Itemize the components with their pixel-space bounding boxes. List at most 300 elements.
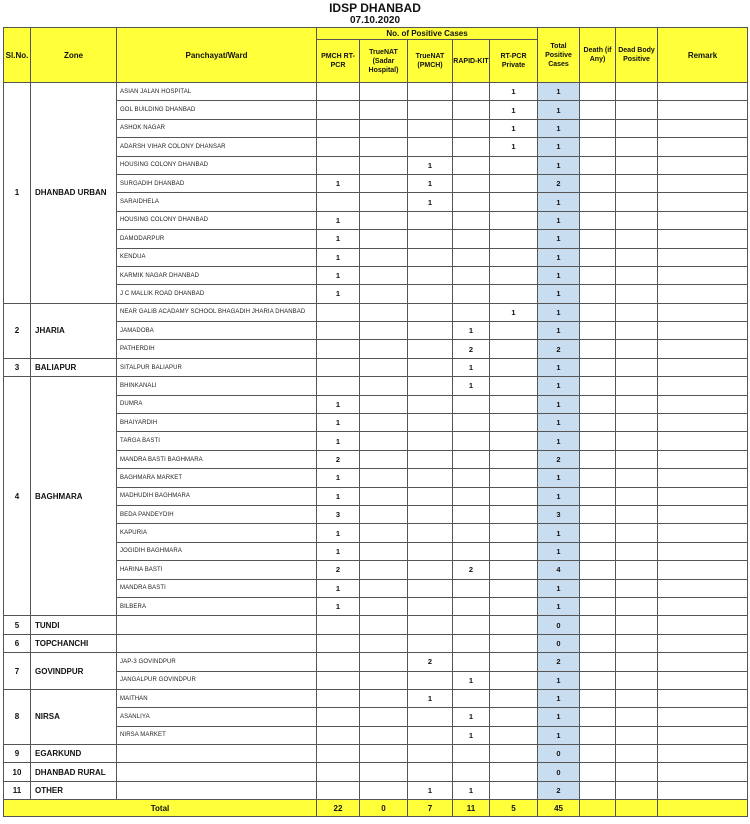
death-cell	[580, 726, 616, 744]
rapid-kit-cell	[453, 138, 490, 156]
rapid-kit-cell	[453, 101, 490, 119]
panchayat-ward-cell: BILBERA	[117, 597, 317, 615]
death-cell	[580, 211, 616, 229]
total-positive-cell: 2	[538, 653, 580, 671]
panchayat-ward-cell: JAP-3 GOVINDPUR	[117, 653, 317, 671]
pmch-rtpcr-cell	[317, 653, 360, 671]
header-positive-cases-group: No. of Positive Cases	[317, 28, 538, 40]
pmch-rtpcr-cell: 1	[317, 230, 360, 248]
dead-body-cell	[616, 616, 658, 634]
truenat-pmch-cell	[408, 138, 453, 156]
death-cell	[580, 745, 616, 763]
panchayat-ward-cell: HARINA BASTI	[117, 561, 317, 579]
rapid-kit-cell	[453, 414, 490, 432]
total-positive-cell: 1	[538, 285, 580, 303]
rapid-kit-cell	[453, 119, 490, 137]
panchayat-ward-cell: KAPURIA	[117, 524, 317, 542]
pmch-rtpcr-cell: 1	[317, 542, 360, 560]
header-dead-body: Dead Body Positive	[616, 28, 658, 83]
truenat-sadar-cell	[360, 138, 408, 156]
rapid-kit-cell: 1	[453, 358, 490, 376]
truenat-sadar-cell	[360, 653, 408, 671]
total-positive-cell: 1	[538, 83, 580, 101]
pmch-rtpcr-cell: 1	[317, 579, 360, 597]
pmch-rtpcr-cell	[317, 671, 360, 689]
truenat-pmch-cell	[408, 469, 453, 487]
dead-body-cell	[616, 138, 658, 156]
dead-body-cell	[616, 83, 658, 101]
header-zone: Zone	[31, 28, 117, 83]
total-positive-cell: 1	[538, 524, 580, 542]
panchayat-ward-cell	[117, 616, 317, 634]
rapid-kit-cell	[453, 763, 490, 781]
panchayat-ward-cell: NIRSA MARKET	[117, 726, 317, 744]
table-row	[4, 83, 748, 101]
rtpcr-private-cell	[490, 745, 538, 763]
truenat-sadar-cell	[360, 745, 408, 763]
death-cell	[580, 340, 616, 358]
dead-body-cell	[616, 322, 658, 340]
pmch-rtpcr-cell: 1	[317, 414, 360, 432]
total-positive-cell: 1	[538, 248, 580, 266]
table-row	[4, 358, 748, 376]
rtpcr-private-cell	[490, 505, 538, 523]
zone-name: EGARKUND	[31, 745, 117, 763]
dead-body-cell	[616, 303, 658, 321]
rtpcr-private-cell: 1	[490, 303, 538, 321]
rapid-kit-cell	[453, 487, 490, 505]
truenat-pmch-cell	[408, 83, 453, 101]
remark-cell	[658, 138, 748, 156]
rtpcr-private-cell	[490, 542, 538, 560]
total-positive-cell: 1	[538, 358, 580, 376]
panchayat-ward-cell: ADARSH VIHAR COLONY DHANSAR	[117, 138, 317, 156]
panchayat-ward-cell: HOUSING COLONY DHANBAD	[117, 211, 317, 229]
total-positive-cell: 1	[538, 708, 580, 726]
death-cell	[580, 377, 616, 395]
truenat-pmch-cell	[408, 708, 453, 726]
remark-cell	[658, 671, 748, 689]
pmch-rtpcr-cell	[317, 358, 360, 376]
total-positive: 45	[538, 800, 580, 817]
pmch-rtpcr-cell: 1	[317, 469, 360, 487]
panchayat-ward-cell: TARGA BASTI	[117, 432, 317, 450]
rtpcr-private-cell	[490, 230, 538, 248]
truenat-pmch-cell	[408, 230, 453, 248]
death-cell	[580, 469, 616, 487]
pmch-rtpcr-cell	[317, 616, 360, 634]
dead-body-cell	[616, 487, 658, 505]
dead-body-cell	[616, 230, 658, 248]
truenat-pmch-cell	[408, 542, 453, 560]
pmch-rtpcr-cell: 1	[317, 174, 360, 192]
dead-body-cell	[616, 708, 658, 726]
positive-cases-table	[3, 27, 748, 817]
truenat-pmch-cell	[408, 561, 453, 579]
table-row	[4, 763, 748, 781]
panchayat-ward-cell: ASHOK NAGAR	[117, 119, 317, 137]
truenat-sadar-cell	[360, 616, 408, 634]
death-cell	[580, 193, 616, 211]
dead-body-cell	[616, 174, 658, 192]
truenat-pmch-cell	[408, 432, 453, 450]
rtpcr-private-cell: 1	[490, 138, 538, 156]
panchayat-ward-cell: KARMIK NAGAR DHANBAD	[117, 266, 317, 284]
total-positive-cell: 1	[538, 119, 580, 137]
death-cell	[580, 616, 616, 634]
panchayat-ward-cell: DAMODARPUR	[117, 230, 317, 248]
truenat-sadar-cell	[360, 266, 408, 284]
remark-cell	[658, 303, 748, 321]
death-cell	[580, 653, 616, 671]
panchayat-ward-cell: J C MALLIK ROAD DHANBAD	[117, 285, 317, 303]
death-cell	[580, 156, 616, 174]
rtpcr-private-cell: 1	[490, 101, 538, 119]
truenat-pmch-cell	[408, 745, 453, 763]
truenat-sadar-cell	[360, 174, 408, 192]
truenat-sadar-cell	[360, 671, 408, 689]
rapid-kit-cell	[453, 230, 490, 248]
zone-sl-no: 9	[4, 745, 31, 763]
death-cell	[580, 138, 616, 156]
total-positive-cell: 0	[538, 763, 580, 781]
death-cell	[580, 634, 616, 652]
table-row	[4, 653, 748, 671]
dead-body-cell	[616, 597, 658, 615]
dead-body-cell	[616, 285, 658, 303]
pmch-rtpcr-cell	[317, 119, 360, 137]
pmch-rtpcr-cell	[317, 745, 360, 763]
death-cell	[580, 266, 616, 284]
total-positive-cell: 0	[538, 634, 580, 652]
total-positive-cell: 0	[538, 745, 580, 763]
death-cell	[580, 119, 616, 137]
zone-name: OTHER	[31, 781, 117, 799]
rapid-kit-cell	[453, 156, 490, 174]
truenat-pmch-cell	[408, 358, 453, 376]
report-title: IDSP DHANBAD	[329, 1, 421, 15]
death-cell	[580, 322, 616, 340]
rapid-kit-cell	[453, 542, 490, 560]
death-cell	[580, 432, 616, 450]
pmch-rtpcr-cell	[317, 763, 360, 781]
truenat-sadar-cell	[360, 561, 408, 579]
truenat-sadar-cell	[360, 101, 408, 119]
truenat-pmch-cell	[408, 579, 453, 597]
remark-cell	[658, 579, 748, 597]
dead-body-cell	[616, 745, 658, 763]
panchayat-ward-cell: ASANLIYA	[117, 708, 317, 726]
rapid-kit-cell	[453, 303, 490, 321]
rapid-kit-cell	[453, 83, 490, 101]
header-sl-no: Sl.No.	[4, 28, 31, 83]
truenat-pmch-cell	[408, 616, 453, 634]
truenat-pmch-cell	[408, 763, 453, 781]
pmch-rtpcr-cell: 1	[317, 211, 360, 229]
truenat-sadar-cell	[360, 524, 408, 542]
rapid-kit-cell	[453, 450, 490, 468]
dead-body-cell	[616, 266, 658, 284]
pmch-rtpcr-cell	[317, 726, 360, 744]
rtpcr-private-cell	[490, 469, 538, 487]
total-positive-cell: 1	[538, 377, 580, 395]
remark-cell	[658, 248, 748, 266]
zone-sl-no: 5	[4, 616, 31, 634]
total-positive-cell: 1	[538, 156, 580, 174]
death-cell	[580, 414, 616, 432]
rtpcr-private-cell: 1	[490, 83, 538, 101]
remark-cell	[658, 524, 748, 542]
death-cell	[580, 542, 616, 560]
rapid-kit-cell	[453, 193, 490, 211]
dead-body-cell	[616, 395, 658, 413]
rapid-kit-cell	[453, 689, 490, 707]
remark-cell	[658, 101, 748, 119]
rapid-kit-cell: 2	[453, 340, 490, 358]
total-positive-cell: 1	[538, 266, 580, 284]
remark-cell	[658, 432, 748, 450]
remark-cell	[658, 395, 748, 413]
panchayat-ward-cell	[117, 763, 317, 781]
truenat-pmch-cell	[408, 101, 453, 119]
rapid-kit-cell: 1	[453, 781, 490, 799]
dead-body-cell	[616, 726, 658, 744]
death-cell	[580, 561, 616, 579]
header-death: Death (if Any)	[580, 28, 616, 83]
truenat-pmch-cell	[408, 414, 453, 432]
pmch-rtpcr-cell	[317, 377, 360, 395]
truenat-pmch-cell	[408, 340, 453, 358]
total-positive-cell: 2	[538, 781, 580, 799]
panchayat-ward-cell: KENDUA	[117, 248, 317, 266]
dead-body-cell	[616, 579, 658, 597]
table-row	[4, 745, 748, 763]
zone-name: GOVINDPUR	[31, 653, 117, 690]
rtpcr-private-cell	[490, 653, 538, 671]
header-rtpcr-private: RT-PCR Private	[490, 40, 538, 83]
pmch-rtpcr-cell: 1	[317, 395, 360, 413]
zone-sl-no: 8	[4, 689, 31, 744]
truenat-sadar-cell	[360, 395, 408, 413]
total-positive-cell: 1	[538, 726, 580, 744]
rapid-kit-cell	[453, 432, 490, 450]
truenat-pmch-cell	[408, 450, 453, 468]
remark-cell	[658, 505, 748, 523]
total-positive-cell: 1	[538, 487, 580, 505]
rtpcr-private-cell	[490, 597, 538, 615]
truenat-pmch-cell: 1	[408, 689, 453, 707]
remark-cell	[658, 781, 748, 799]
rapid-kit-cell: 1	[453, 671, 490, 689]
death-cell	[580, 487, 616, 505]
truenat-sadar-cell	[360, 450, 408, 468]
remark-cell	[658, 487, 748, 505]
rtpcr-private-cell	[490, 340, 538, 358]
truenat-pmch-cell	[408, 377, 453, 395]
total-positive-cell: 1	[538, 211, 580, 229]
pmch-rtpcr-cell	[317, 340, 360, 358]
dead-body-cell	[616, 450, 658, 468]
death-cell	[580, 524, 616, 542]
table-row	[4, 781, 748, 799]
truenat-sadar-cell	[360, 689, 408, 707]
pmch-rtpcr-cell	[317, 193, 360, 211]
pmch-rtpcr-cell: 3	[317, 505, 360, 523]
truenat-sadar-cell	[360, 322, 408, 340]
truenat-pmch-cell: 1	[408, 156, 453, 174]
truenat-pmch-cell	[408, 322, 453, 340]
rtpcr-private-cell	[490, 671, 538, 689]
total-rapid-kit: 11	[453, 800, 490, 817]
panchayat-ward-cell: NEAR GALIB ACADAMY SCHOOL BHAGADIH JHARIA DHANBAD	[117, 303, 317, 321]
total-positive-cell: 2	[538, 174, 580, 192]
zone-sl-no: 11	[4, 781, 31, 799]
dead-body-cell	[616, 377, 658, 395]
pmch-rtpcr-cell: 1	[317, 597, 360, 615]
rtpcr-private-cell	[490, 248, 538, 266]
dead-body-cell	[616, 689, 658, 707]
panchayat-ward-cell	[117, 745, 317, 763]
panchayat-ward-cell: JOGIDIH BAGHMARA	[117, 542, 317, 560]
rapid-kit-cell	[453, 524, 490, 542]
truenat-pmch-cell	[408, 505, 453, 523]
total-dead-body	[616, 800, 658, 817]
rapid-kit-cell	[453, 745, 490, 763]
truenat-sadar-cell	[360, 230, 408, 248]
remark-cell	[658, 119, 748, 137]
rtpcr-private-cell	[490, 156, 538, 174]
truenat-sadar-cell	[360, 781, 408, 799]
truenat-pmch-cell: 1	[408, 193, 453, 211]
panchayat-ward-cell: HOUSING COLONY DHANBAD	[117, 156, 317, 174]
table-header	[4, 28, 748, 83]
remark-cell	[658, 414, 748, 432]
zone-name: TUNDI	[31, 616, 117, 634]
table-row	[4, 377, 748, 395]
panchayat-ward-cell: JAMADOBA	[117, 322, 317, 340]
total-positive-cell: 1	[538, 579, 580, 597]
zone-sl-no: 4	[4, 377, 31, 616]
truenat-sadar-cell	[360, 763, 408, 781]
truenat-sadar-cell	[360, 340, 408, 358]
zone-name: BAGHMARA	[31, 377, 117, 616]
zone-sl-no: 10	[4, 763, 31, 781]
truenat-sadar-cell	[360, 708, 408, 726]
total-positive-cell: 1	[538, 395, 580, 413]
truenat-sadar-cell	[360, 285, 408, 303]
dead-body-cell	[616, 524, 658, 542]
rtpcr-private-cell: 1	[490, 119, 538, 137]
truenat-pmch-cell	[408, 634, 453, 652]
total-positive-cell: 1	[538, 597, 580, 615]
truenat-sadar-cell	[360, 414, 408, 432]
remark-cell	[658, 358, 748, 376]
header-pmch-rtpcr: PMCH RT-PCR	[317, 40, 360, 83]
panchayat-ward-cell: BAGHMARA MARKET	[117, 469, 317, 487]
total-remark	[658, 800, 748, 817]
remark-cell	[658, 597, 748, 615]
pmch-rtpcr-cell: 1	[317, 266, 360, 284]
header-truenat-sadar: TrueNAT (Sadar Hospital)	[360, 40, 408, 83]
header-truenat-pmch: TrueNAT (PMCH)	[408, 40, 453, 83]
truenat-sadar-cell	[360, 358, 408, 376]
rapid-kit-cell	[453, 505, 490, 523]
pmch-rtpcr-cell	[317, 634, 360, 652]
rapid-kit-cell: 1	[453, 322, 490, 340]
panchayat-ward-cell: MANDRA BASTI	[117, 579, 317, 597]
truenat-pmch-cell	[408, 285, 453, 303]
dead-body-cell	[616, 156, 658, 174]
rtpcr-private-cell	[490, 781, 538, 799]
pmch-rtpcr-cell	[317, 708, 360, 726]
pmch-rtpcr-cell: 1	[317, 248, 360, 266]
panchayat-ward-cell: MANDRA BASTI BAGHMARA	[117, 450, 317, 468]
rapid-kit-cell	[453, 597, 490, 615]
total-positive-cell: 1	[538, 671, 580, 689]
total-positive-cell: 2	[538, 340, 580, 358]
remark-cell	[658, 708, 748, 726]
remark-cell	[658, 763, 748, 781]
dead-body-cell	[616, 781, 658, 799]
dead-body-cell	[616, 119, 658, 137]
zone-name: DHANBAD URBAN	[31, 83, 117, 304]
death-cell	[580, 579, 616, 597]
rtpcr-private-cell	[490, 450, 538, 468]
pmch-rtpcr-cell	[317, 303, 360, 321]
rtpcr-private-cell	[490, 285, 538, 303]
totals-label: Total	[4, 800, 317, 817]
dead-body-cell	[616, 469, 658, 487]
pmch-rtpcr-cell	[317, 689, 360, 707]
death-cell	[580, 505, 616, 523]
total-positive-cell: 1	[538, 414, 580, 432]
dead-body-cell	[616, 561, 658, 579]
remark-cell	[658, 156, 748, 174]
rapid-kit-cell	[453, 285, 490, 303]
rtpcr-private-cell	[490, 561, 538, 579]
total-positive-cell: 0	[538, 616, 580, 634]
rtpcr-private-cell	[490, 634, 538, 652]
remark-cell	[658, 542, 748, 560]
total-rtpcr-private: 5	[490, 800, 538, 817]
pmch-rtpcr-cell	[317, 156, 360, 174]
death-cell	[580, 248, 616, 266]
remark-cell	[658, 211, 748, 229]
total-positive-cell: 1	[538, 432, 580, 450]
pmch-rtpcr-cell	[317, 83, 360, 101]
truenat-pmch-cell	[408, 119, 453, 137]
rtpcr-private-cell	[490, 174, 538, 192]
death-cell	[580, 303, 616, 321]
rtpcr-private-cell	[490, 266, 538, 284]
header-rapid-kit: RAPID-KIT	[453, 40, 490, 83]
totals-row	[4, 800, 748, 817]
total-positive-cell: 2	[538, 450, 580, 468]
truenat-pmch-cell	[408, 726, 453, 744]
table-row	[4, 689, 748, 707]
header-remark: Remark	[658, 28, 748, 83]
death-cell	[580, 83, 616, 101]
truenat-pmch-cell	[408, 524, 453, 542]
remark-cell	[658, 450, 748, 468]
table-row	[4, 634, 748, 652]
header-panchayat-ward: Panchayat/Ward	[117, 28, 317, 83]
truenat-pmch-cell	[408, 303, 453, 321]
rapid-kit-cell	[453, 469, 490, 487]
death-cell	[580, 285, 616, 303]
total-positive-cell: 1	[538, 322, 580, 340]
panchayat-ward-cell: JANGALPUR GOVINDPUR	[117, 671, 317, 689]
